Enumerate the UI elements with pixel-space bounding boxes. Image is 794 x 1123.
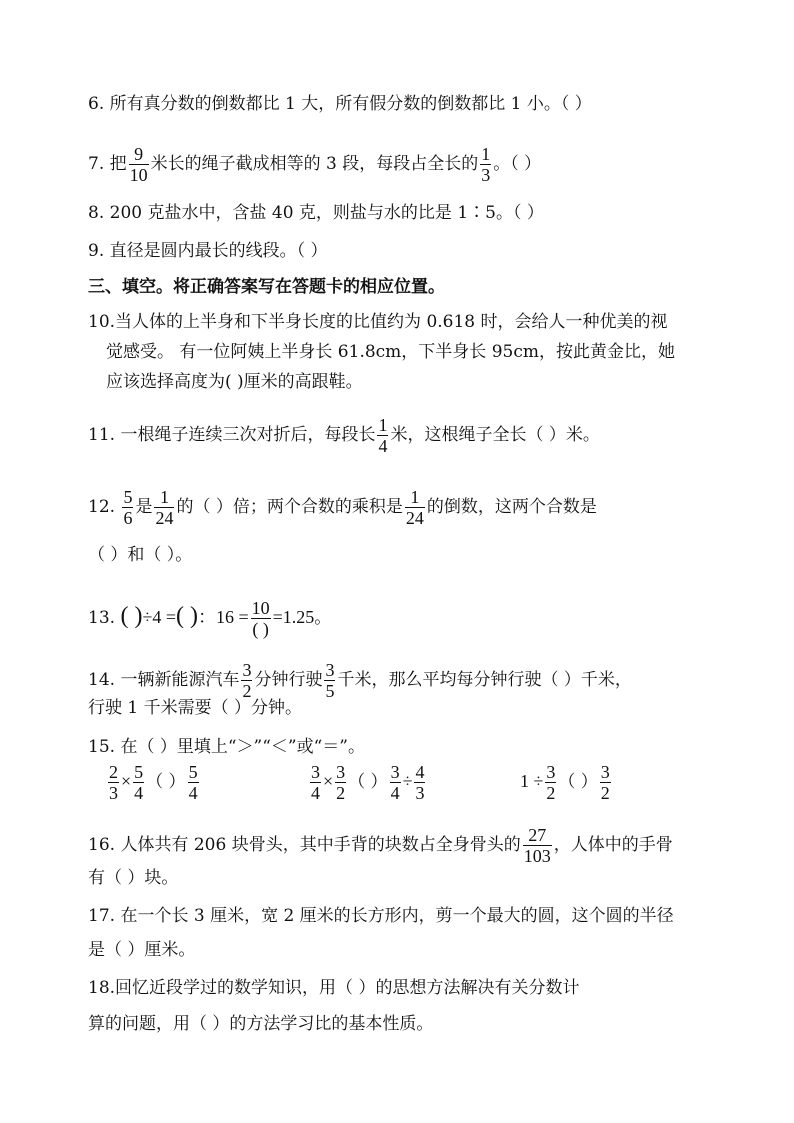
denominator: 2 xyxy=(600,783,610,803)
question-16-line-1 xyxy=(88,825,673,866)
denominator: 4 xyxy=(390,783,400,803)
numerator: 1 xyxy=(405,487,425,508)
answer-blank: （ ） xyxy=(348,772,388,792)
question-12-line-2: （ ）和（ ）。 xyxy=(88,545,193,565)
q13-period: 。 xyxy=(314,608,332,628)
q13-divide: ÷4 = xyxy=(142,607,176,627)
q12-text-c: 的倒数，这两个合数是 xyxy=(426,497,597,517)
question-12-line-1 xyxy=(88,487,597,528)
question-10-line-1: 10.当人体的上半身和下半身长度的比值约为 0.618 时，会给人一种优美的视 xyxy=(88,312,668,332)
answer-blank: （ ） xyxy=(146,772,186,792)
question-17-line-2: 是（ ）厘米。 xyxy=(88,940,196,960)
numerator: 2 xyxy=(109,762,118,782)
section-3-heading: 三、填空。将正确答案写在答题卡的相应位置。 xyxy=(88,277,445,297)
q14-text-b: 分钟行驶 xyxy=(254,670,323,690)
q7-text-c: 。（ ） xyxy=(493,154,542,174)
numerator: 5 xyxy=(188,762,198,782)
denominator: 3 xyxy=(109,783,118,803)
q7-text-b: 米长的绳子截成相等的 3 段，每段占全长的 xyxy=(150,154,479,174)
numerator: 5 xyxy=(134,762,144,782)
numerator: 9 xyxy=(129,144,149,165)
q7-text-a: 7. 把 xyxy=(88,154,127,174)
question-13 xyxy=(88,598,331,639)
fraction xyxy=(335,762,346,803)
fraction xyxy=(480,144,491,185)
q14-text-a: 14. 一辆新能源汽车 xyxy=(88,670,240,690)
denominator: 24 xyxy=(405,508,424,528)
numerator: 3 xyxy=(311,762,320,782)
fraction xyxy=(324,660,335,701)
numerator: 1 xyxy=(154,487,174,508)
q14-text-c: 千米，那么平均每分钟行驶（ ）千米， xyxy=(337,670,632,690)
numerator: 3 xyxy=(600,762,610,782)
denominator: 6 xyxy=(123,508,133,528)
numerator: 3 xyxy=(242,660,252,680)
fraction xyxy=(390,762,401,803)
fraction xyxy=(154,487,174,528)
fraction xyxy=(523,825,552,866)
blank-paren: ( ) xyxy=(120,603,143,629)
fraction xyxy=(405,487,425,528)
divide-sign: ÷ xyxy=(402,771,413,791)
numerator: 10 xyxy=(251,598,270,618)
denominator: ( ) xyxy=(252,619,269,639)
denominator: 24 xyxy=(155,508,174,528)
denominator: 3 xyxy=(481,165,491,185)
fraction xyxy=(545,762,556,803)
fraction xyxy=(241,660,252,701)
comparison-2 xyxy=(308,762,427,803)
question-6: 6. 所有真分数的倒数都比 1 大，所有假分数的倒数都比 1 小。（ ） xyxy=(88,94,592,114)
fraction xyxy=(188,762,199,803)
numerator: 1 xyxy=(481,144,491,164)
numerator: 27 xyxy=(523,825,552,846)
fraction xyxy=(600,762,611,803)
times-sign: × xyxy=(323,771,334,791)
denominator: 3 xyxy=(415,783,425,803)
denominator: 2 xyxy=(336,783,346,803)
question-7 xyxy=(88,144,541,185)
denominator: 4 xyxy=(188,783,198,803)
fraction xyxy=(108,762,119,803)
question-17-line-1: 17. 在一个长 3 厘米，宽 2 厘米的长方形内，剪一个最大的圆，这个圆的半径 xyxy=(88,906,674,926)
question-8: 8. 200 克盐水中，含盐 40 克，则盐与水的比是 1∶5。（ ） xyxy=(88,203,544,223)
numerator: 3 xyxy=(336,762,346,782)
q12-text-a: 是 xyxy=(135,497,153,517)
numerator: 3 xyxy=(390,762,400,782)
fraction xyxy=(251,598,271,639)
q12-number: 12. xyxy=(88,497,116,517)
answer-blank: （ ） xyxy=(558,772,598,792)
denominator: 2 xyxy=(242,681,252,701)
fraction xyxy=(133,762,144,803)
times-sign: × xyxy=(121,771,132,791)
numerator: 4 xyxy=(415,762,425,782)
question-18-line-2: 算的问题，用（ ）的方法学习比的基本性质。 xyxy=(88,1014,434,1034)
denominator: 103 xyxy=(523,846,551,866)
denominator: 5 xyxy=(325,681,335,701)
q13-result: =1.25 xyxy=(272,607,315,627)
fraction xyxy=(310,762,321,803)
q11-text-a: 11. 一根绳子连续三次对折后，每段长 xyxy=(88,425,376,445)
q13-ratio: ：16 = xyxy=(197,607,249,627)
fraction xyxy=(377,415,388,456)
denominator: 10 xyxy=(129,165,148,185)
question-9: 9. 直径是圆内最长的线段。（ ） xyxy=(88,241,328,261)
denominator: 4 xyxy=(134,783,144,803)
q11-text-b: 米，这根绳子全长（ ）米。 xyxy=(390,425,600,445)
comparison-3 xyxy=(520,762,613,803)
one-divide: 1 ÷ xyxy=(520,771,544,791)
question-15: 15. 在（ ）里填上“＞”“＜”或“＝”。 xyxy=(88,737,365,757)
q12-text-b: 的（ ）倍；两个合数的乘积是 xyxy=(176,497,403,517)
question-10-line-3: 应该选择高度为( )厘米的高跟鞋。 xyxy=(106,372,363,392)
numerator: 5 xyxy=(123,487,133,507)
q16-text-b: ，人体中的手骨 xyxy=(553,835,673,855)
numerator: 3 xyxy=(325,660,335,680)
q13-number: 13. xyxy=(88,608,116,628)
numerator: 3 xyxy=(546,762,556,782)
question-14-line-2: 行驶 1 千米需要（ ）分钟。 xyxy=(88,698,303,718)
q16-text-a: 16. 人体共有 206 块骨头，其中手背的块数占全身骨头的 xyxy=(88,835,521,855)
denominator: 4 xyxy=(378,436,388,456)
question-10-line-2: 觉感受。 有一位阿姨上半身长 61.8cm，下半身长 95cm，按此黄金比，她 xyxy=(106,342,675,362)
fraction xyxy=(414,762,425,803)
question-18-line-1: 18.回忆近段学过的数学知识，用（ ）的思想方法解决有关分数计 xyxy=(88,978,580,998)
fraction xyxy=(129,144,149,185)
comparison-1 xyxy=(106,762,201,803)
blank-paren: ( ) xyxy=(175,603,198,629)
question-11 xyxy=(88,415,600,456)
question-16-line-2: 有（ ）块。 xyxy=(88,868,179,888)
numerator: 1 xyxy=(378,415,388,435)
denominator: 4 xyxy=(311,783,320,803)
fraction xyxy=(122,487,133,528)
question-14-line-1 xyxy=(88,660,632,701)
denominator: 2 xyxy=(546,783,556,803)
